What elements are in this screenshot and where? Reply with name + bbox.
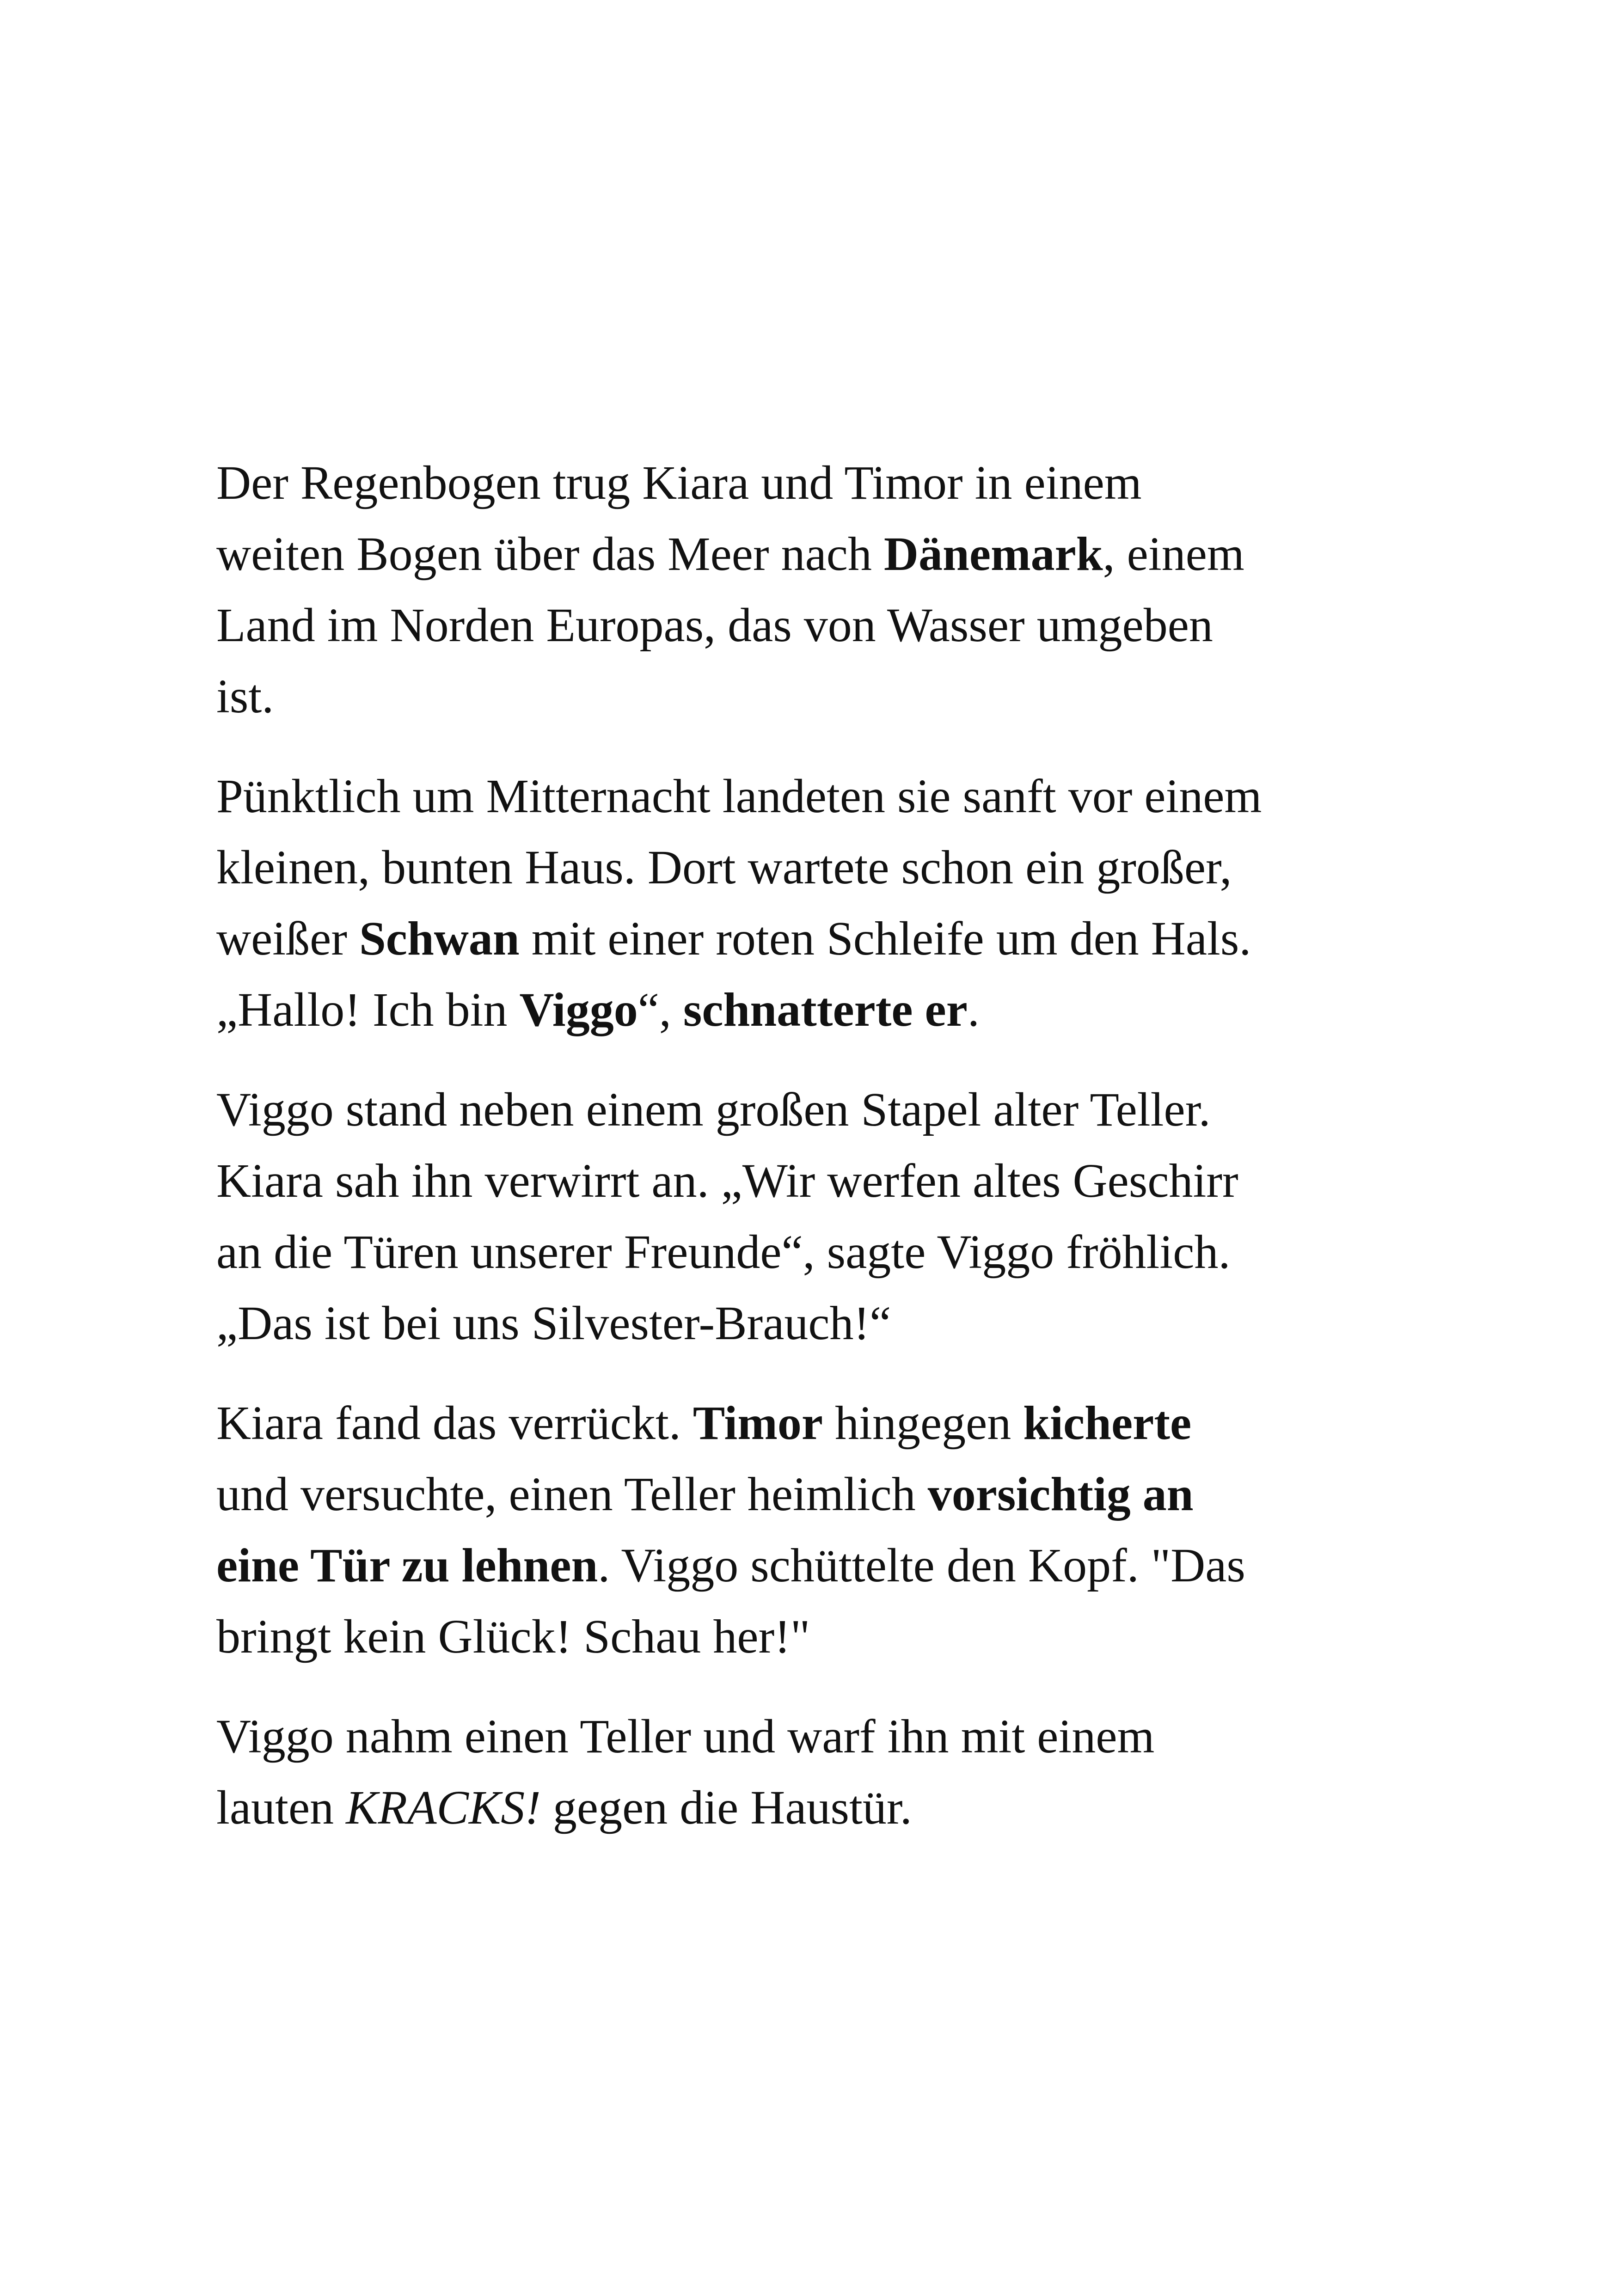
paragraph [216,1074,1418,1359]
paragraph [216,1388,1418,1672]
text-run: weißer [216,912,359,965]
text-run: Der Regenbogen trug Kiara und Timor in einem [216,456,1142,509]
story-text [216,447,1418,1872]
text-run: gegen die Haustür. [540,1781,912,1834]
text-line [216,1074,1418,1145]
text-line [216,1701,1418,1772]
bold-text: kicherte [1023,1396,1192,1450]
bold-text: Schwan [359,912,520,965]
text-run: Land im Norden Europas, das von Wasser umgeben [216,599,1213,652]
text-line [216,1217,1418,1288]
italic-text: KRACKS! [346,1781,541,1834]
bold-text: vorsichtig an [927,1468,1194,1521]
paragraph [216,447,1418,732]
text-line [216,1530,1418,1601]
bold-text: Viggo [519,983,638,1036]
text-run: Viggo stand neben einem großen Stapel alter Teller. [216,1083,1211,1136]
text-line [216,590,1418,661]
text-run: . [967,983,980,1036]
text-line [216,1145,1418,1217]
text-run: . Viggo schüttelte den Kopf. "Das [598,1539,1245,1592]
text-run: , einem [1103,527,1244,581]
text-line [216,447,1418,519]
text-run: Kiara sah ihn verwirrt an. „Wir werfen altes Geschirr [216,1154,1238,1207]
text-run: „Hallo! Ich bin [216,983,520,1036]
text-run: Viggo nahm einen Teller und warf ihn mit einem [216,1710,1155,1763]
text-run: bringt kein Glück! Schau her!" [216,1610,810,1663]
text-run: mit einer roten Schleife um den Hals. [519,912,1251,965]
bold-text: Dänemark [883,527,1103,581]
text-line [216,1459,1418,1530]
bold-text: schnatterte er [683,983,968,1036]
text-line [216,1601,1418,1672]
text-line [216,1772,1418,1843]
text-line [216,761,1418,832]
bold-text: eine Tür zu lehnen [216,1539,598,1592]
text-run: Kiara fand das verrückt. [216,1396,693,1450]
paragraph [216,761,1418,1046]
text-run: “, [637,983,683,1036]
text-line [216,519,1418,590]
text-run: „Das ist bei uns Silvester-Brauch!“ [216,1297,891,1350]
text-line [216,661,1418,732]
text-run: an die Türen unserer Freunde“, sagte Viggo fröhlich. [216,1225,1231,1279]
text-run: weiten Bogen über das Meer nach [216,527,884,581]
text-run: lauten [216,1781,346,1834]
text-run: hingegen [823,1396,1024,1450]
text-line [216,903,1418,974]
text-run: Pünktlich um Mitternacht landeten sie sanft vor einem [216,770,1262,823]
paragraph [216,1701,1418,1843]
text-line [216,1388,1418,1459]
text-run: ist. [216,670,274,723]
text-run: kleinen, bunten Haus. Dort wartete schon ein großer, [216,841,1232,894]
text-line [216,1288,1418,1359]
text-line [216,974,1418,1046]
text-line [216,832,1418,903]
text-run: und versuchte, einen Teller heimlich [216,1468,928,1521]
bold-text: Timor [693,1396,823,1450]
